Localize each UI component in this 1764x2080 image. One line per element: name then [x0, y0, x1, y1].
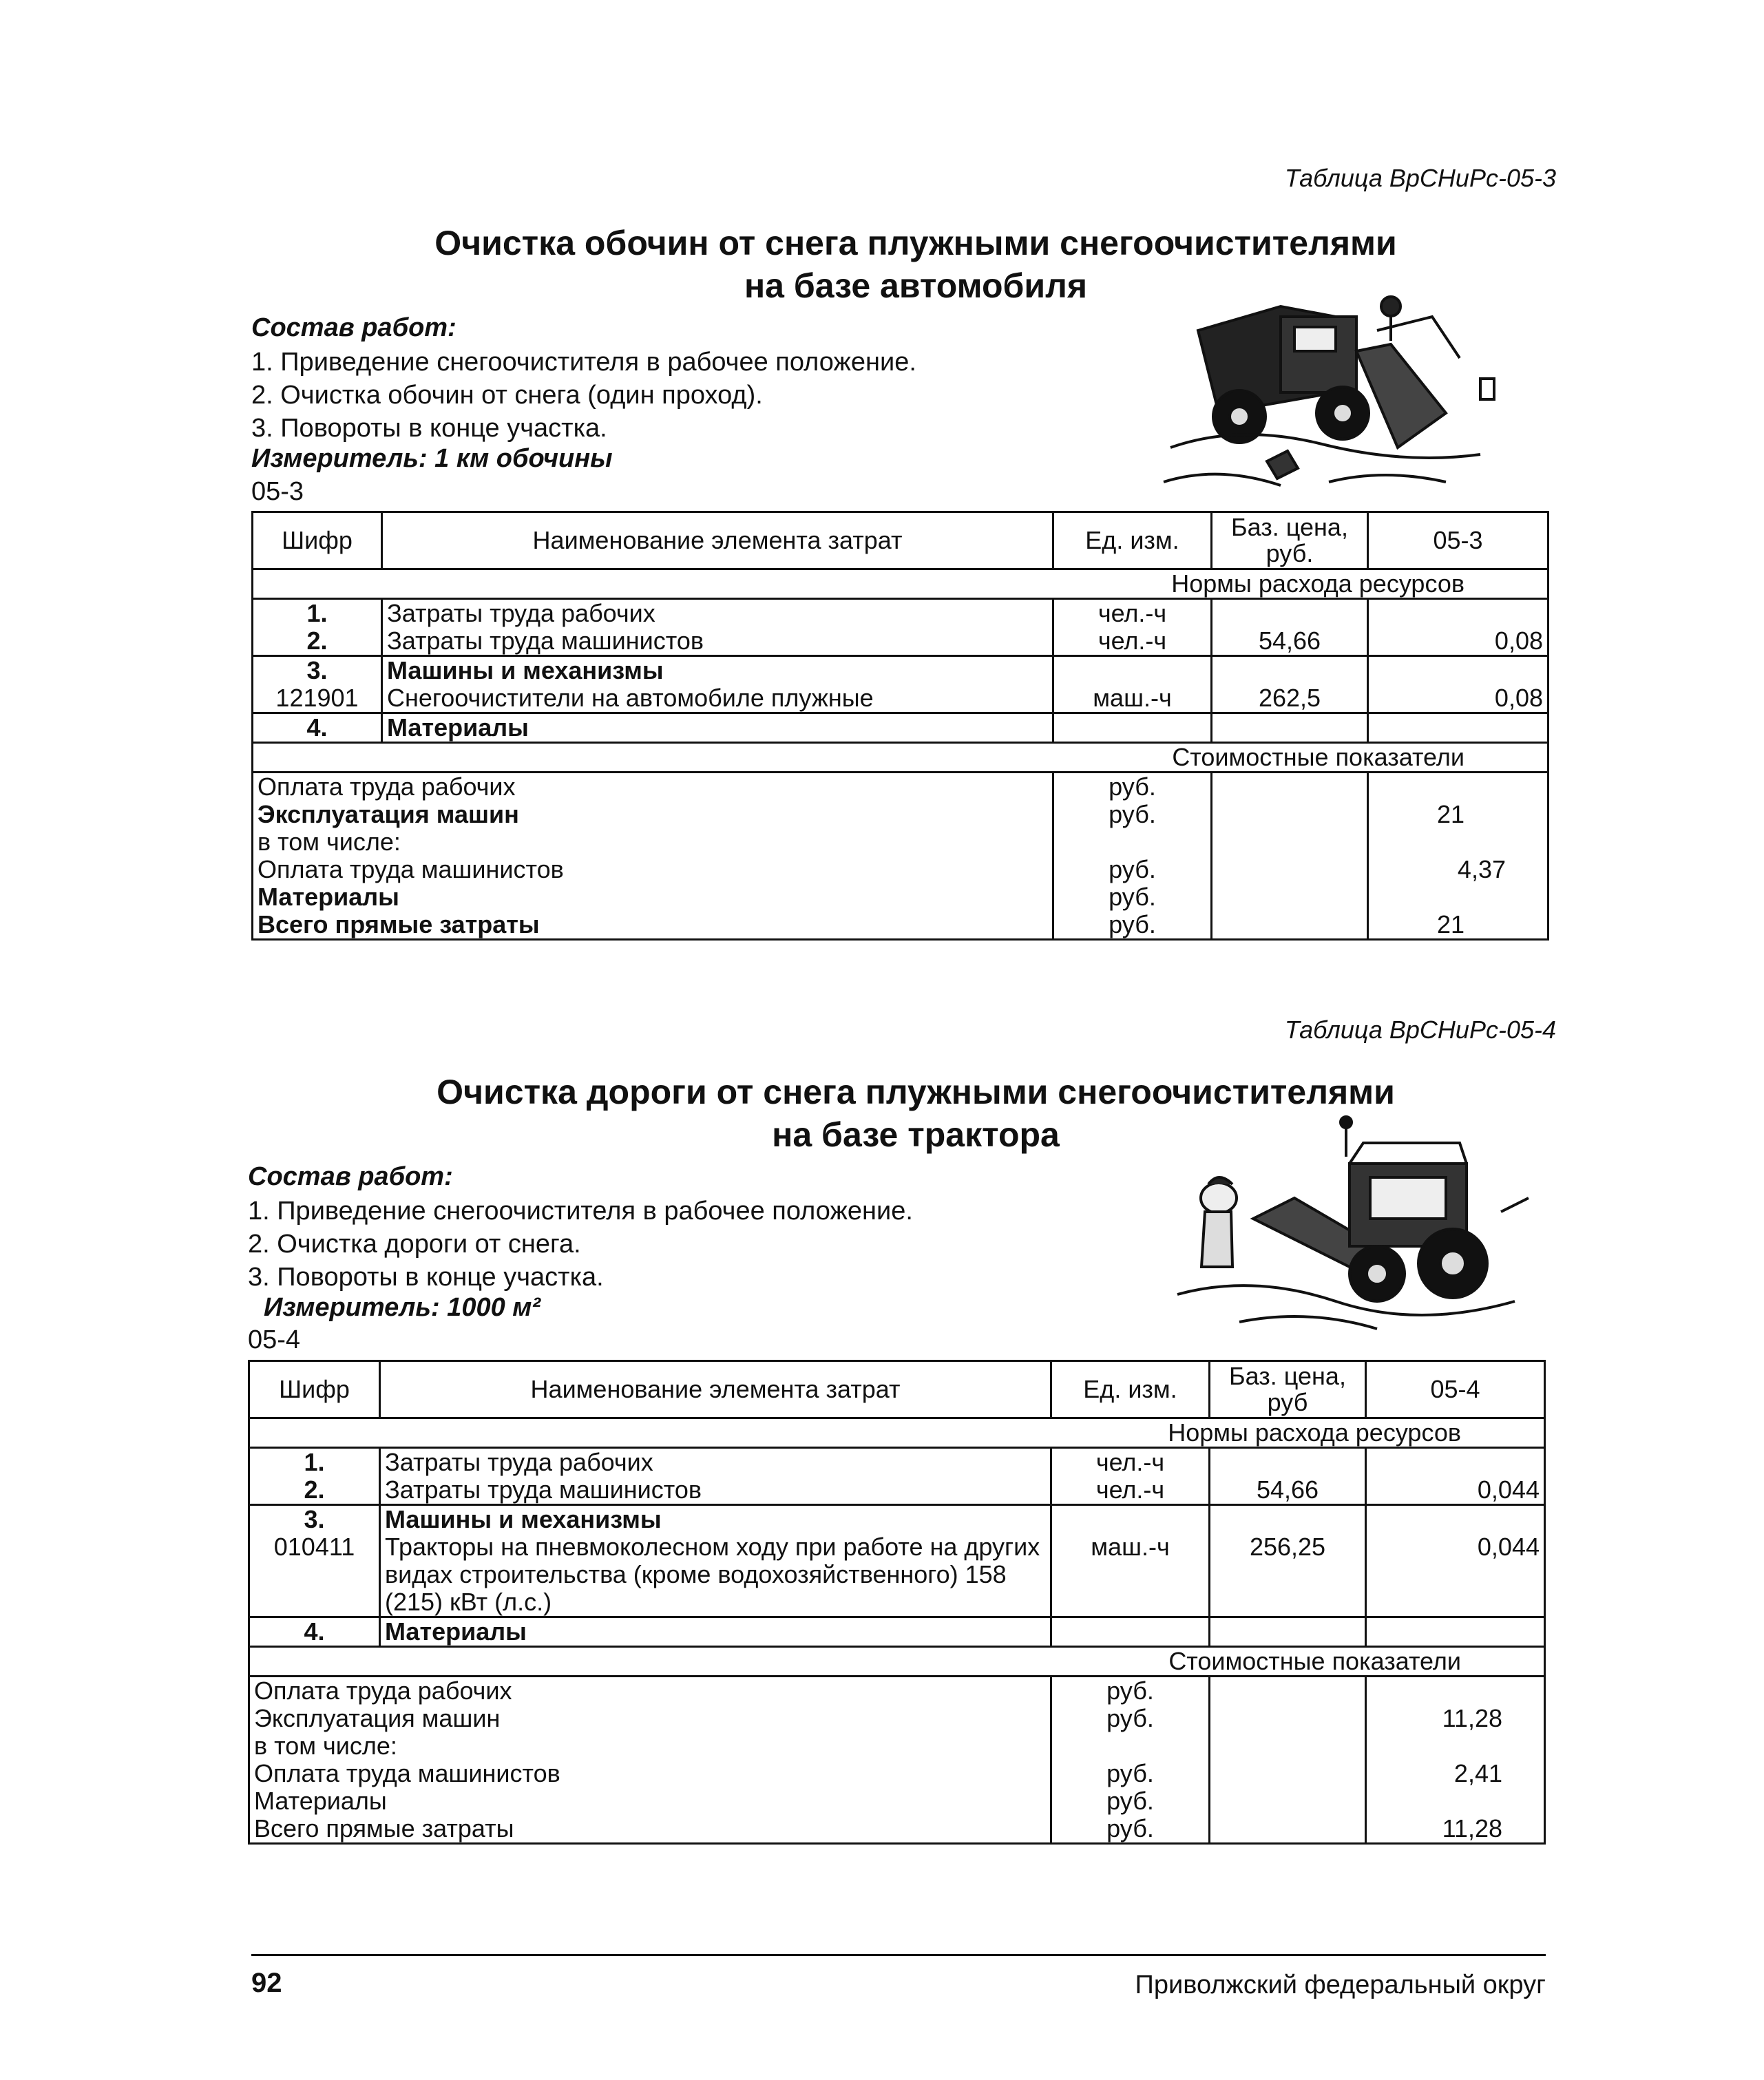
- title-line-1: Очистка дороги от снега плужными снегоочистителями: [437, 1073, 1395, 1111]
- cost-row: [253, 773, 1548, 801]
- row-shifr: 2.: [249, 1476, 380, 1505]
- row-price: [1210, 1448, 1366, 1477]
- cost-name: Материалы: [253, 883, 1053, 911]
- cost-row: [249, 1705, 1545, 1732]
- cost-price-empty: [1212, 856, 1368, 883]
- cost-name: Оплата труда машинистов: [249, 1760, 1051, 1787]
- cost-unit: руб.: [1053, 883, 1212, 911]
- cost-value: 4,37: [1368, 856, 1548, 883]
- snowplow-tractor-illustration: [1170, 1115, 1556, 1343]
- cost-price-empty: [1212, 773, 1368, 801]
- row-unit: [1053, 656, 1212, 685]
- row-name: Затраты труда машинистов: [380, 1476, 1051, 1505]
- row-price: [1212, 713, 1368, 743]
- cost-price-empty: [1212, 801, 1368, 828]
- work-item: 3. Повороты в конце участка.: [248, 1263, 604, 1292]
- cost-value: [1366, 1787, 1545, 1815]
- row-price: 256,25: [1210, 1533, 1366, 1617]
- footer-rule: [251, 1954, 1546, 1956]
- footer-region: Приволжский федеральный округ: [1135, 1971, 1546, 1999]
- row-value: [1366, 1505, 1545, 1534]
- col-header-price: Баз. цена, руб: [1210, 1361, 1366, 1418]
- row-value: [1368, 713, 1548, 743]
- table-row: [249, 1476, 1545, 1505]
- col-header-code: 05-3: [1368, 512, 1548, 569]
- cost-value: 11,28: [1366, 1815, 1545, 1844]
- row-name: Машины и механизмы: [380, 1505, 1051, 1534]
- row-value: [1366, 1448, 1545, 1477]
- cost-unit: руб.: [1051, 1787, 1210, 1815]
- cost-name: в том числе:: [253, 828, 1053, 856]
- section-norms-label: Нормы расхода ресурсов: [249, 1418, 1545, 1448]
- row-name: Тракторы на пневмоколесном ходу при работе на других видах строительства (кроме водохозяйственного) 158 (215) кВт (л.с.): [380, 1533, 1051, 1617]
- row-value: [1366, 1617, 1545, 1647]
- cost-name: Эксплуатация машин: [249, 1705, 1051, 1732]
- row-unit: [1053, 713, 1212, 743]
- row-name: Затраты труда рабочих: [380, 1448, 1051, 1477]
- cost-name: Эксплуатация машин: [253, 801, 1053, 828]
- cost-unit: руб.: [1051, 1677, 1210, 1705]
- table-row: [253, 656, 1548, 685]
- cost-unit: руб.: [1053, 801, 1212, 828]
- cost-price-empty: [1212, 828, 1368, 856]
- cost-name: Оплата труда машинистов: [253, 856, 1053, 883]
- row-shifr: 121901: [253, 684, 382, 713]
- row-shifr: 3.: [253, 656, 382, 685]
- cost-price-empty: [1210, 1787, 1366, 1815]
- row-unit: маш.-ч: [1053, 684, 1212, 713]
- cost-name: Материалы: [249, 1787, 1051, 1815]
- cost-name: в том числе:: [249, 1732, 1051, 1760]
- snowplow-truck-illustration: [1157, 275, 1542, 503]
- row-price: [1210, 1617, 1366, 1647]
- section-row-cost: [249, 1647, 1545, 1677]
- work-item: 3. Повороты в конце участка.: [251, 414, 607, 443]
- cost-row: [249, 1760, 1545, 1787]
- cost-table-05-4: [248, 1360, 1546, 1845]
- row-unit: чел.-ч: [1051, 1448, 1210, 1477]
- col-header-shifr: Шифр: [253, 512, 382, 569]
- cost-row: [249, 1815, 1545, 1844]
- table-row: [253, 684, 1548, 713]
- cost-value: 21: [1368, 911, 1548, 940]
- col-header-name: Наименование элемента затрат: [382, 512, 1053, 569]
- page-number: 92: [251, 1968, 282, 1998]
- table-label-05-4: Таблица ВрСНиРс-05-4: [1284, 1016, 1556, 1044]
- cost-price-empty: [1210, 1705, 1366, 1732]
- cost-unit: руб.: [1053, 911, 1212, 940]
- row-shifr: 3.: [249, 1505, 380, 1534]
- row-value: 0,08: [1368, 627, 1548, 656]
- section-cost-label: Стоимостные показатели: [249, 1647, 1545, 1677]
- col-header-unit: Ед. изм.: [1053, 512, 1212, 569]
- row-price: 262,5: [1212, 684, 1368, 713]
- col-header-unit: Ед. изм.: [1051, 1361, 1210, 1418]
- row-unit: маш.-ч: [1051, 1533, 1210, 1617]
- row-unit: чел.-ч: [1053, 599, 1212, 628]
- work-composition-label: Состав работ:: [248, 1162, 453, 1191]
- section-row-cost: [253, 743, 1548, 773]
- cost-price-empty: [1210, 1815, 1366, 1844]
- section-cost-label: Стоимостные показатели: [253, 743, 1548, 773]
- table-row: [253, 713, 1548, 743]
- col-header-shifr: Шифр: [249, 1361, 380, 1418]
- row-shifr: 4.: [253, 713, 382, 743]
- work-item: 2. Очистка обочин от снега (один проход).: [251, 381, 763, 410]
- row-name: Материалы: [382, 713, 1053, 743]
- cost-unit: руб.: [1053, 773, 1212, 801]
- cost-name: Всего прямые затраты: [249, 1815, 1051, 1844]
- row-price: 54,66: [1210, 1476, 1366, 1505]
- cost-unit: руб.: [1051, 1760, 1210, 1787]
- row-unit: чел.-ч: [1053, 627, 1212, 656]
- cost-price-empty: [1212, 911, 1368, 940]
- cost-row: [253, 801, 1548, 828]
- row-unit: чел.-ч: [1051, 1476, 1210, 1505]
- work-item: 1. Приведение снегоочистителя в рабочее положение.: [251, 348, 916, 377]
- row-unit: [1051, 1505, 1210, 1534]
- row-name: Снегоочистители на автомобиле плужные: [382, 684, 1053, 713]
- cost-table-05-3: [251, 511, 1549, 941]
- cost-price-empty: [1210, 1760, 1366, 1787]
- work-list: [248, 1195, 913, 1294]
- row-shifr: 010411: [249, 1533, 380, 1617]
- table-row: [249, 1533, 1545, 1617]
- section-row-norms: [253, 569, 1548, 599]
- cost-value: [1368, 883, 1548, 911]
- table-row: [249, 1617, 1545, 1647]
- row-price: [1212, 656, 1368, 685]
- cost-value: 21: [1368, 801, 1548, 828]
- section-row-norms: [249, 1418, 1545, 1448]
- cost-value: [1368, 828, 1548, 856]
- cost-row: [253, 883, 1548, 911]
- work-item: 1. Приведение снегоочистителя в рабочее положение.: [248, 1197, 913, 1226]
- cost-row: [253, 828, 1548, 856]
- row-shifr: 2.: [253, 627, 382, 656]
- title-line-1: Очистка обочин от снега плужными снегоочистителями: [434, 224, 1397, 262]
- row-value: [1368, 656, 1548, 685]
- cost-unit: руб.: [1051, 1705, 1210, 1732]
- cost-row: [249, 1677, 1545, 1705]
- cost-unit: [1051, 1732, 1210, 1760]
- cost-row: [249, 1732, 1545, 1760]
- col-header-price: Баз. цена, руб.: [1212, 512, 1368, 569]
- col-header-code: 05-4: [1366, 1361, 1545, 1418]
- row-name: Машины и механизмы: [382, 656, 1053, 685]
- cost-row: [253, 856, 1548, 883]
- row-shifr: 1.: [249, 1448, 380, 1477]
- row-name: Материалы: [380, 1617, 1051, 1647]
- row-price: 54,66: [1212, 627, 1368, 656]
- table-code: 05-4: [248, 1325, 301, 1354]
- cost-unit: руб.: [1051, 1815, 1210, 1844]
- work-composition-label: Состав работ:: [251, 313, 456, 342]
- cost-value: 2,41: [1366, 1760, 1545, 1787]
- cost-value: [1368, 773, 1548, 801]
- table-header-row: [249, 1361, 1545, 1418]
- cost-value: [1366, 1677, 1545, 1705]
- table-row: [253, 627, 1548, 656]
- cost-row: [253, 911, 1548, 940]
- cost-row: [249, 1787, 1545, 1815]
- cost-unit: [1053, 828, 1212, 856]
- table-code: 05-3: [251, 477, 304, 506]
- work-list: [251, 346, 916, 445]
- row-value: 0,044: [1366, 1533, 1545, 1617]
- title-line-2: на базе трактора: [772, 1115, 1060, 1154]
- work-item: 2. Очистка дороги от снега.: [248, 1230, 581, 1259]
- cost-name: Всего прямые затраты: [253, 911, 1053, 940]
- cost-price-empty: [1210, 1677, 1366, 1705]
- cost-price-empty: [1210, 1732, 1366, 1760]
- measure-unit: Измеритель: 1000 м²: [264, 1293, 541, 1322]
- row-value: 0,044: [1366, 1476, 1545, 1505]
- row-value: [1368, 599, 1548, 628]
- title-line-2: на базе автомобиля: [744, 266, 1088, 305]
- row-shifr: 1.: [253, 599, 382, 628]
- row-unit: [1051, 1617, 1210, 1647]
- row-price: [1210, 1505, 1366, 1534]
- cost-unit: руб.: [1053, 856, 1212, 883]
- col-header-name: Наименование элемента затрат: [380, 1361, 1051, 1418]
- section-norms-label: Нормы расхода ресурсов: [253, 569, 1548, 599]
- cost-value: 11,28: [1366, 1705, 1545, 1732]
- row-price: [1212, 599, 1368, 628]
- cost-price-empty: [1212, 883, 1368, 911]
- row-name: Затраты труда рабочих: [382, 599, 1053, 628]
- row-shifr: 4.: [249, 1617, 380, 1647]
- cost-name: Оплата труда рабочих: [249, 1677, 1051, 1705]
- table-row: [249, 1505, 1545, 1534]
- cost-value: [1366, 1732, 1545, 1760]
- row-value: 0,08: [1368, 684, 1548, 713]
- row-name: Затраты труда машинистов: [382, 627, 1053, 656]
- table-row: [249, 1448, 1545, 1477]
- table-header-row: [253, 512, 1548, 569]
- table-row: [253, 599, 1548, 628]
- table-label-05-3: Таблица ВрСНиРс-05-3: [1284, 164, 1556, 192]
- measure-unit: Измеритель: 1 км обочины: [251, 444, 613, 473]
- cost-name: Оплата труда рабочих: [253, 773, 1053, 801]
